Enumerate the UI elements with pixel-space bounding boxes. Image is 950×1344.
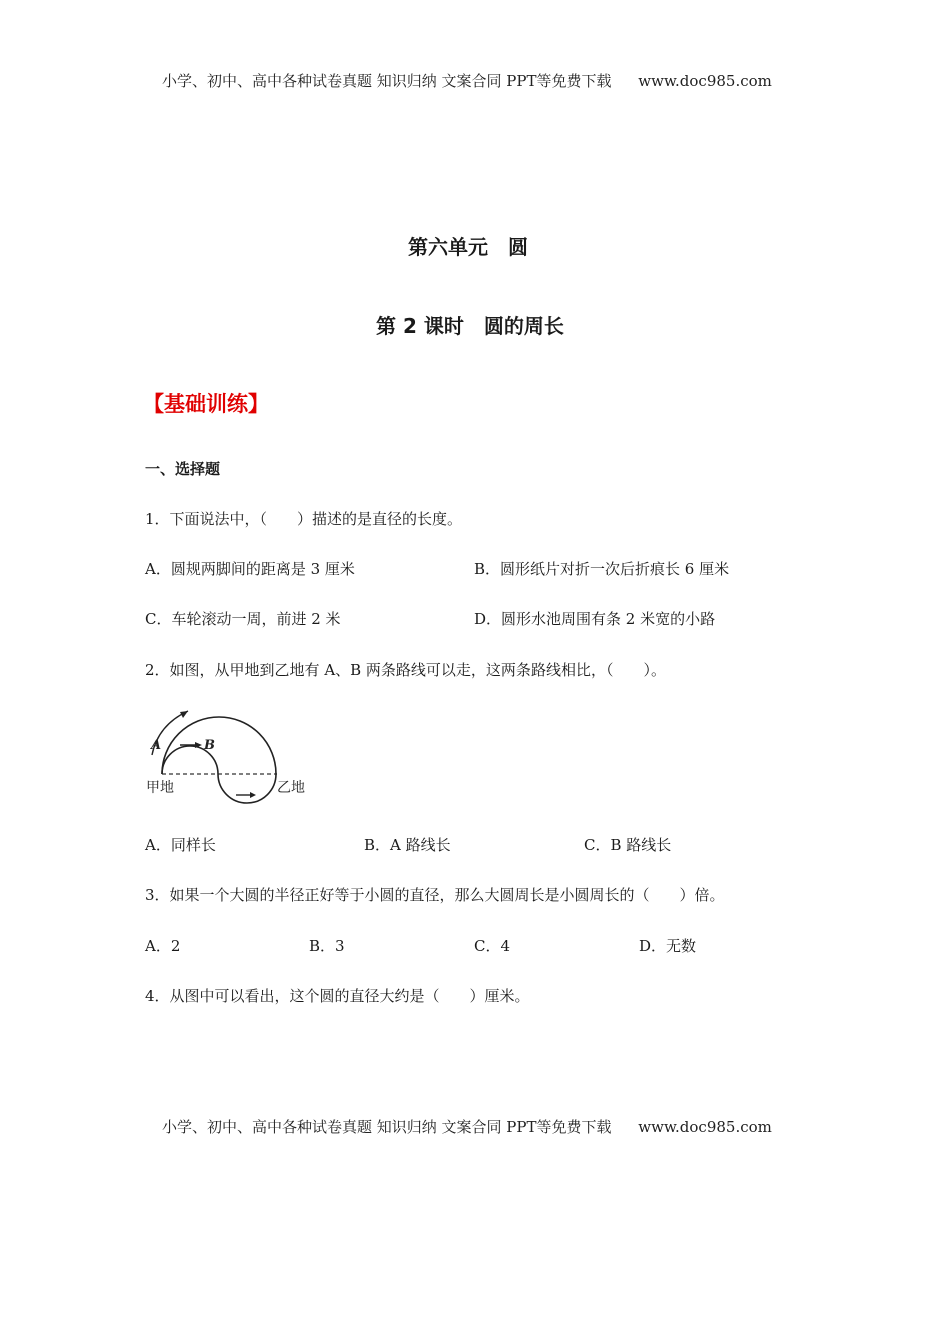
- page-header: [162, 70, 772, 91]
- question-3-option-d: D．无数: [639, 937, 697, 955]
- route-b-path: [162, 717, 276, 803]
- question-3-option-a: A．2: [145, 937, 181, 955]
- question-1-option-d: D．圆形水池周围有条 2 米宽的小路: [474, 610, 716, 628]
- question-1-stem: 1．下面说法中，（ ）描述的是直径的长度。: [145, 510, 463, 528]
- header-url[interactable]: www.doc985.com: [638, 72, 772, 90]
- page-footer: [162, 1116, 772, 1137]
- question-2-option-a: A．同样长: [145, 836, 216, 854]
- part-heading: 一、选择题: [145, 460, 221, 478]
- question-2-option-b: B．A 路线长: [364, 836, 451, 854]
- question-1-option-c: C．车轮滚动一周，前进 2 米: [145, 610, 341, 628]
- section-label: 【基础训练】: [143, 392, 269, 416]
- footer-url[interactable]: www.doc985.com: [638, 1118, 772, 1136]
- unit-title: 第六单元 圆: [408, 235, 528, 259]
- question-3-option-c: C．4: [474, 937, 511, 955]
- question-3-stem: 3．如果一个大圆的半径正好等于小圆的直径，那么大圆周长是小圆周长的（ ）倍。: [145, 886, 725, 904]
- question-1-option-b: B．圆形纸片对折一次后折痕长 6 厘米: [474, 560, 730, 578]
- question-3-option-b: B．3: [309, 937, 345, 955]
- figure-label-b: B: [204, 738, 215, 753]
- figure-label-start: 甲地: [146, 780, 174, 796]
- header-text: 小学、初中、高中各种试卷真题 知识归纳 文案合同 PPT等免费下载: [162, 72, 612, 90]
- question-1-option-a: A．圆规两脚间的距离是 3 厘米: [145, 560, 355, 578]
- footer-text: 小学、初中、高中各种试卷真题 知识归纳 文案合同 PPT等免费下载: [162, 1118, 612, 1136]
- figure-label-end: 乙地: [277, 780, 305, 796]
- question-2-option-c: C．B 路线长: [584, 836, 672, 854]
- lesson-title: 第 2 课时 圆的周长: [376, 314, 564, 338]
- figure-label-a: A: [151, 738, 162, 753]
- question-2-stem: 2．如图，从甲地到乙地有 A、B 两条路线可以走，这两条路线相比，（ ）。: [145, 661, 666, 679]
- question-4-stem: 4．从图中可以看出，这个圆的直径大约是（ ）厘米。: [145, 987, 530, 1005]
- bottom-arrowhead: [250, 792, 256, 798]
- route-figure: [140, 705, 320, 805]
